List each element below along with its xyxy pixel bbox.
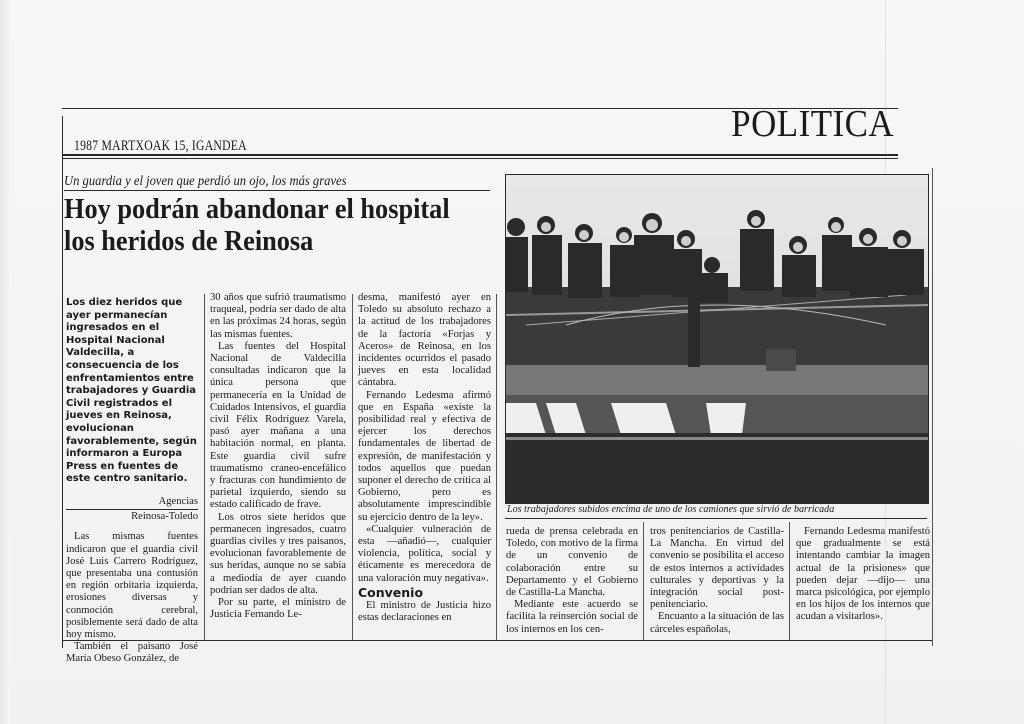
- left-rule: [62, 116, 63, 648]
- newspaper-clipping: [58, 103, 930, 665]
- paragraph: Los otros siete heridos que permanecen ingresados, cuatro guardias civiles y tres paisanos, evolucionan favorablemente de sus heridas, aunque no se sabía a mediodía de ayer cuando podrían ser dados de alta.: [210, 511, 346, 596]
- photo-caption: Los trabajadores subidos encima de uno de los camiones que sirvió de barricada: [507, 504, 835, 515]
- paragraph: También el paisano José María Obeso González, de: [66, 641, 198, 665]
- article-summary: Los diez heridos que ayer permanecían ingresados en el Hospital Nacional Valdecilla, a consecuencia de los enfrentamientos entre trabajadores y Guardia Civil registrados el jueves en Reinosa, evolucionan favorablemente, según informaron a Europa Press en fuentes de este centro sanitario.: [66, 297, 197, 485]
- header-rule-thin: [62, 158, 898, 159]
- paragraph: Las mismas fuentes indicaron que el guardia civil José Luis Carrero Rodríguez, que presentaba una contusión en región orbitaria izquierda, erosiones diversas y conmoción cerebral, posiblemente será dado de alta hoy mismo.: [66, 531, 198, 640]
- paragraph: rueda de prensa celebrada en Toledo, con motivo de la firma de un convenio de colaboración entre su Departamento y el Gobierno de Castilla-La Mancha.: [506, 526, 638, 599]
- paragraph: Las fuentes del Hospital Nacional de Valdecilla consultadas indicaron que la única persona que permanecería en la Unidad de Cuidados Intensivos, el guardia civil Félix Rodríguez Varela, pasó ayer mañana a una habitación normal, en planta. Este guardia civil sufre traumatismo craneo-encefálico y fracturas con hundimiento de parietal izquierdo, siendo su estado calificado de frave.: [210, 340, 346, 511]
- column-1: [66, 297, 198, 666]
- column-5: [650, 526, 784, 636]
- subheading: Convenio: [358, 584, 424, 600]
- issue-date: 1987 MARTXOAK 15, IGANDEA: [74, 138, 247, 154]
- column-4: [506, 526, 638, 636]
- agency-credit: Agencias: [158, 495, 198, 507]
- section-title: POLITICA: [731, 103, 894, 145]
- column-6: [796, 526, 930, 624]
- article-kicker: Un guardia y el joven que perdió un ojo, los más graves: [64, 174, 347, 189]
- paragraph: Fernando Ledesma afirmó que en España «existe la posibilidad real y efectiva de ejercer los derechos fundamentales de libertad de expresión, de manifestación y todos aquellos que puedan suponer el derecho de crítica al Gobierno, pero es absolutamente imprescindible su ejercicio dentro de la ley».: [358, 389, 491, 523]
- col-divider-4: [643, 522, 644, 640]
- scan-edge: [0, 0, 10, 724]
- paragraph: 30 años que sufrió traumatismo traqueal, podría ser dado de alta en las próximas 24 horas, según las mismas fuentes.: [210, 292, 346, 340]
- paragraph: Mediante este acuerdo se facilita la reinserción social de los internos en los cen-: [506, 599, 638, 635]
- column-2: [210, 292, 346, 621]
- col-divider-5: [789, 522, 790, 640]
- agency-rule: [66, 509, 198, 510]
- paragraph: Por su parte, el ministro de Justicia Fernando Le-: [210, 597, 346, 621]
- col-divider-3: [496, 294, 497, 640]
- column-3: [358, 292, 491, 624]
- col-divider-1: [204, 294, 205, 640]
- right-rule: [932, 168, 933, 646]
- paragraph: Fernando Ledesma manifestó que gradualmente se está intentando cambiar la imagen actual de la prisiones» que pueden dejar —dijo— una marca psicológica, por ejemplo en los hijos de los internos que acudan a visitarlos».: [796, 526, 930, 623]
- paragraph: tros penitenciarios de Castilla-La Mancha. En virtud del convenio se posibilita el acceso de estos internos a actividades culturales y deportivas y la integración social post-penitenciario.: [650, 526, 784, 611]
- dateline-place: Reinosa-Toledo: [131, 511, 198, 523]
- paragraph: Encuanto a la situación de las cárceles españolas,: [650, 611, 784, 635]
- kicker-rule: [64, 190, 490, 191]
- workers-on-truck-photo: [506, 175, 928, 503]
- paragraph: desma, manifestó ayer en Toledo su absoluto rechazo a la actitud de los trabajadores de la factoría «Forjas y Aceros» de Reinosa, en los incidentes ocurridos el pasado jueves en esta localidad cántabra.: [358, 292, 491, 389]
- col-divider-2: [352, 294, 353, 640]
- paragraph: «Cualquier vulneración de esta —añadió—, cualquier violencia, política, social y éticamente es merecedora de una valoración muy negativa».: [358, 523, 491, 584]
- article-headline: Hoy podrán abandonar el hospital los heridos de Reinosa: [64, 194, 450, 257]
- paragraph: El ministro de Justicia hizo estas declaraciones en: [358, 600, 491, 624]
- caption-rule: [505, 518, 927, 519]
- news-photo: [505, 174, 929, 504]
